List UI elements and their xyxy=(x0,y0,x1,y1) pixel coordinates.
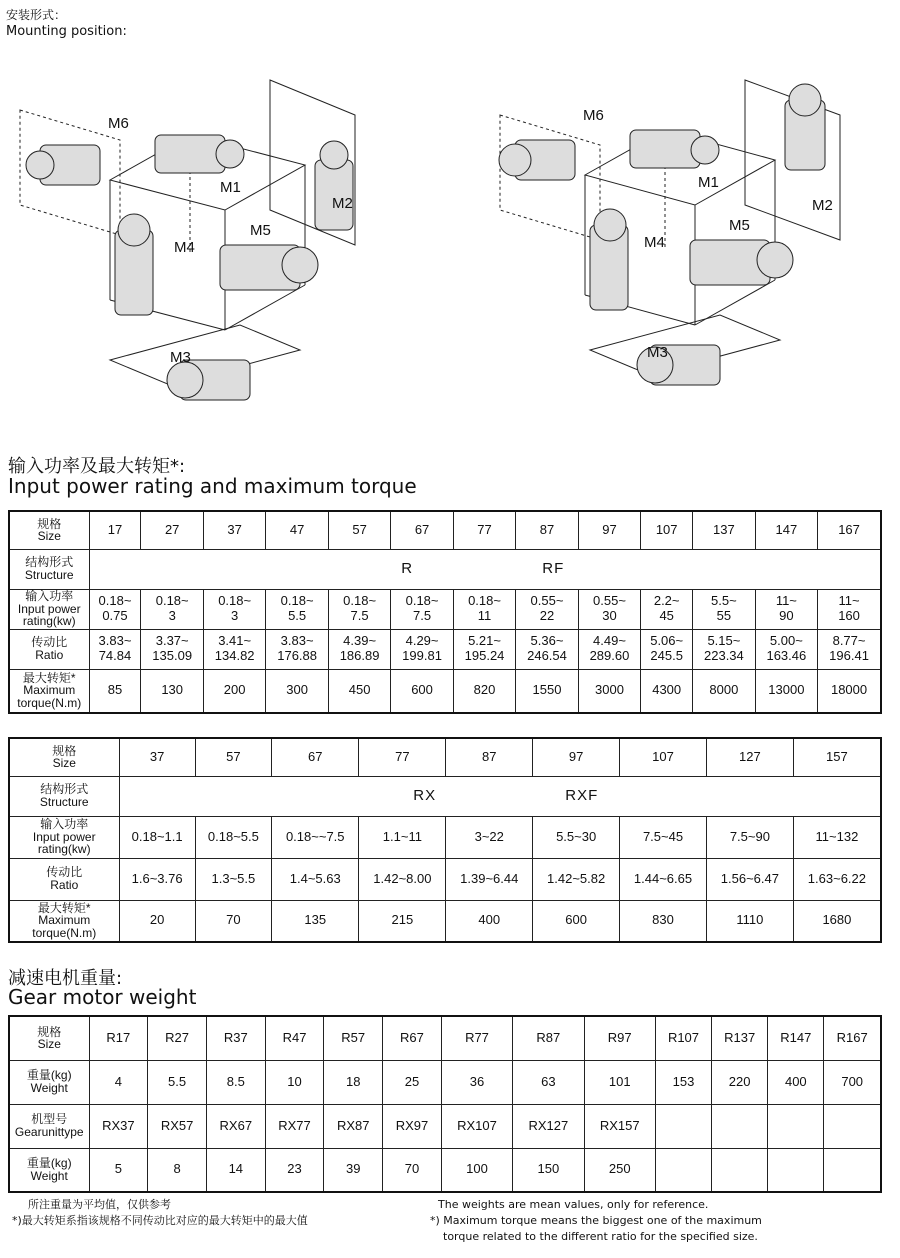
left-label-m1: M1 xyxy=(220,179,241,196)
mounting-title-cn: 安装形式： xyxy=(6,8,67,22)
table-cell: 0.18~ 7.5 xyxy=(391,589,453,629)
note-en-3: torque related to the different ratio for the specified size. xyxy=(443,1230,758,1243)
left-label-m5: M5 xyxy=(250,222,271,239)
table-cell: 25 xyxy=(383,1060,442,1104)
table-cell: R87 xyxy=(513,1016,584,1060)
table-cell: RX97 xyxy=(383,1104,442,1148)
table-row xyxy=(9,816,881,858)
table-cell: RX157 xyxy=(584,1104,655,1148)
row-label-torque: 最大转矩* Maximum torque(N.m) xyxy=(9,669,89,713)
table-cell xyxy=(712,1104,768,1148)
table-cell: 0.18~5.5 xyxy=(195,816,271,858)
table-cell: 130 xyxy=(141,669,203,713)
table-cell: 63 xyxy=(513,1060,584,1104)
table-cell: 97 xyxy=(578,511,640,549)
table-cell: 1.6~3.76 xyxy=(119,858,195,900)
mounting-position-diagram xyxy=(0,60,900,420)
table-cell: 600 xyxy=(533,900,620,942)
table-cell: 20 xyxy=(119,900,195,942)
table-cell: 215 xyxy=(359,900,446,942)
table-cell: 11~ 90 xyxy=(755,589,817,629)
left-cube xyxy=(20,80,355,385)
table-cell: 47 xyxy=(266,511,328,549)
table-cell xyxy=(824,1104,881,1148)
table-cell: RX77 xyxy=(265,1104,324,1148)
table-cell: R167 xyxy=(824,1016,881,1060)
table-cell xyxy=(768,1148,824,1192)
table-cell: 85 xyxy=(89,669,141,713)
table-cell: 3.37~ 135.09 xyxy=(141,629,203,669)
note-cn-1: 所注重量为平均值，仅供参考 xyxy=(28,1198,171,1211)
table-cell: 137 xyxy=(693,511,755,549)
table-cell: 5.5 xyxy=(148,1060,207,1104)
table-row xyxy=(9,1104,881,1148)
table-cell: 2.2~ 45 xyxy=(641,589,693,629)
right-label-m1: M1 xyxy=(698,174,719,191)
table-cell: 7.5~45 xyxy=(620,816,707,858)
note-en-1: The weights are mean values, only for reference. xyxy=(438,1198,709,1211)
table-cell: 67 xyxy=(391,511,453,549)
table-cell: 300 xyxy=(266,669,328,713)
table-cell: 101 xyxy=(584,1060,655,1104)
table-cell: R37 xyxy=(206,1016,265,1060)
table-cell: 3.41~ 134.82 xyxy=(203,629,265,669)
table-cell: 0.18~ 3 xyxy=(141,589,203,629)
table-row xyxy=(9,1016,881,1060)
note-cn-2: *)最大转矩系指该规格不同传动比对应的最大转矩中的最大值 xyxy=(12,1214,308,1227)
table-row xyxy=(9,669,881,713)
table-cell: 3.83~ 74.84 xyxy=(89,629,141,669)
table-cell: 1.63~6.22 xyxy=(793,858,881,900)
table-cell: 11~ 160 xyxy=(818,589,881,629)
row-label-power: 输入功率 Input power rating(kw) xyxy=(9,816,119,858)
table-cell: 1680 xyxy=(793,900,881,942)
row-label-ratio: 传动比 Ratio xyxy=(9,629,89,669)
row-label-size: 规格 Size xyxy=(9,511,89,549)
table-cell: 5.21~ 195.24 xyxy=(453,629,515,669)
left-label-m3: M3 xyxy=(170,349,191,366)
table-cell: 5 xyxy=(89,1148,148,1192)
table-row xyxy=(9,511,881,549)
table-cell: 5.06~ 245.5 xyxy=(641,629,693,669)
table-cell: 600 xyxy=(391,669,453,713)
torque-table-rx xyxy=(8,737,882,943)
table-cell: 36 xyxy=(441,1060,512,1104)
torque-table-r xyxy=(8,510,882,714)
table-cell: R147 xyxy=(768,1016,824,1060)
table-cell: 27 xyxy=(141,511,203,549)
table-cell: 400 xyxy=(768,1060,824,1104)
table-row xyxy=(9,1148,881,1192)
table-cell: 0.18~ 0.75 xyxy=(89,589,141,629)
table-cell: 135 xyxy=(272,900,359,942)
table-cell: 77 xyxy=(359,738,446,776)
table-cell: 1.42~8.00 xyxy=(359,858,446,900)
table-cell: 157 xyxy=(793,738,881,776)
table-cell: 4.29~ 199.81 xyxy=(391,629,453,669)
table-cell: 147 xyxy=(755,511,817,549)
structure-cell: R RF xyxy=(89,549,881,589)
row-label-structure: 结构形式 Structure xyxy=(9,776,119,816)
table-cell: 18000 xyxy=(818,669,881,713)
table-cell: 0.55~ 22 xyxy=(516,589,578,629)
table-cell: 1.39~6.44 xyxy=(446,858,533,900)
section-weight-title-cn: 减速电机重量: xyxy=(8,968,123,989)
table-cell: 107 xyxy=(641,511,693,549)
table-cell: 1550 xyxy=(516,669,578,713)
table-cell: 13000 xyxy=(755,669,817,713)
table-cell: 11~132 xyxy=(793,816,881,858)
table-cell: 200 xyxy=(203,669,265,713)
table-cell: 5.00~ 163.46 xyxy=(755,629,817,669)
table-cell: 23 xyxy=(265,1148,324,1192)
table-cell: 5.15~ 223.34 xyxy=(693,629,755,669)
table-cell: 39 xyxy=(324,1148,383,1192)
section-weight-title-en: Gear motor weight xyxy=(8,985,197,1009)
note-en-2: *) Maximum torque means the biggest one of the maximum xyxy=(430,1214,762,1227)
table-row xyxy=(9,900,881,942)
table-cell: 0.18~ 11 xyxy=(453,589,515,629)
table-cell: 220 xyxy=(712,1060,768,1104)
table-cell: 57 xyxy=(195,738,271,776)
table-cell: 1.4~5.63 xyxy=(272,858,359,900)
table-cell: 5.36~ 246.54 xyxy=(516,629,578,669)
table-cell xyxy=(712,1148,768,1192)
table-row xyxy=(9,549,881,589)
table-cell: 167 xyxy=(818,511,881,549)
table-row xyxy=(9,776,881,816)
table-cell: 1.56~6.47 xyxy=(706,858,793,900)
table-cell: R97 xyxy=(584,1016,655,1060)
structure-cell: RX RXF xyxy=(119,776,881,816)
left-label-m4: M4 xyxy=(174,239,195,256)
table-cell: 5.5~ 55 xyxy=(693,589,755,629)
row-label-gearunittype: 机型号 Gearunittype xyxy=(9,1104,89,1148)
table-cell: R47 xyxy=(265,1016,324,1060)
table-cell: 4300 xyxy=(641,669,693,713)
table-cell: R57 xyxy=(324,1016,383,1060)
table-cell xyxy=(824,1148,881,1192)
table-row xyxy=(9,589,881,629)
table-cell: 107 xyxy=(620,738,707,776)
table-cell: 1.1~11 xyxy=(359,816,446,858)
table-cell: RX57 xyxy=(148,1104,207,1148)
table-cell: 0.18~ 3 xyxy=(203,589,265,629)
table-cell: 8.5 xyxy=(206,1060,265,1104)
table-cell: 0.18~1.1 xyxy=(119,816,195,858)
table-cell: 14 xyxy=(206,1148,265,1192)
table-cell: 127 xyxy=(706,738,793,776)
right-label-m5: M5 xyxy=(729,217,750,234)
table-cell: 87 xyxy=(446,738,533,776)
table-cell: 1.44~6.65 xyxy=(620,858,707,900)
table-cell: 0.18~~7.5 xyxy=(272,816,359,858)
row-label-ratio: 传动比 Ratio xyxy=(9,858,119,900)
table-cell: 4.39~ 186.89 xyxy=(328,629,390,669)
table-cell: 1.3~5.5 xyxy=(195,858,271,900)
table-row xyxy=(9,1060,881,1104)
table-cell: 37 xyxy=(203,511,265,549)
table-cell: RX37 xyxy=(89,1104,148,1148)
table-cell: 250 xyxy=(584,1148,655,1192)
table-cell: 150 xyxy=(513,1148,584,1192)
row-label-weight: 重量(kg) Weight xyxy=(9,1060,89,1104)
table-cell: R67 xyxy=(383,1016,442,1060)
table-cell: 3~22 xyxy=(446,816,533,858)
table-cell: R137 xyxy=(712,1016,768,1060)
table-row xyxy=(9,629,881,669)
row-label-size: 规格 Size xyxy=(9,1016,89,1060)
left-label-m2: M2 xyxy=(332,195,353,212)
table-cell: 5.5~30 xyxy=(533,816,620,858)
table-cell: 830 xyxy=(620,900,707,942)
table-cell: R77 xyxy=(441,1016,512,1060)
section-torque-title-en: Input power rating and maximum torque xyxy=(8,474,417,498)
table-cell: 700 xyxy=(824,1060,881,1104)
row-label-structure: 结构形式 Structure xyxy=(9,549,89,589)
table-cell: 0.18~ 5.5 xyxy=(266,589,328,629)
table-cell: 70 xyxy=(195,900,271,942)
table-cell: 7.5~90 xyxy=(706,816,793,858)
table-cell: 8.77~ 196.41 xyxy=(818,629,881,669)
table-cell: 4 xyxy=(89,1060,148,1104)
table-cell: R107 xyxy=(655,1016,711,1060)
table-cell: 77 xyxy=(453,511,515,549)
table-cell: 17 xyxy=(89,511,141,549)
table-cell: 37 xyxy=(119,738,195,776)
table-cell: 87 xyxy=(516,511,578,549)
table-cell: 18 xyxy=(324,1060,383,1104)
table-cell: RX107 xyxy=(441,1104,512,1148)
table-cell: 0.55~ 30 xyxy=(578,589,640,629)
table-cell: 3000 xyxy=(578,669,640,713)
table-cell: 820 xyxy=(453,669,515,713)
table-row xyxy=(9,738,881,776)
table-cell: 10 xyxy=(265,1060,324,1104)
row-label-torque: 最大转矩* Maximum torque(N.m) xyxy=(9,900,119,942)
table-cell: R27 xyxy=(148,1016,207,1060)
table-cell xyxy=(655,1148,711,1192)
table-cell: 1.42~5.82 xyxy=(533,858,620,900)
table-cell: RX127 xyxy=(513,1104,584,1148)
table-cell: R17 xyxy=(89,1016,148,1060)
table-cell: 450 xyxy=(328,669,390,713)
table-cell: 100 xyxy=(441,1148,512,1192)
right-label-m6: M6 xyxy=(583,107,604,124)
table-cell xyxy=(768,1104,824,1148)
left-label-m6: M6 xyxy=(108,115,129,132)
table-cell: 1110 xyxy=(706,900,793,942)
mounting-title-en: Mounting position: xyxy=(6,24,127,39)
row-label-power: 输入功率 Input power rating(kw) xyxy=(9,589,89,629)
table-cell: RX87 xyxy=(324,1104,383,1148)
table-cell: 4.49~ 289.60 xyxy=(578,629,640,669)
table-row xyxy=(9,858,881,900)
right-label-m4: M4 xyxy=(644,234,665,251)
table-cell: 400 xyxy=(446,900,533,942)
right-label-m2: M2 xyxy=(812,197,833,214)
table-cell: 153 xyxy=(655,1060,711,1104)
section-torque-title-cn: 输入功率及最大转矩*: xyxy=(8,456,186,477)
table-cell xyxy=(655,1104,711,1148)
table-cell: 0.18~ 7.5 xyxy=(328,589,390,629)
table-cell: 8000 xyxy=(693,669,755,713)
table-cell: 57 xyxy=(328,511,390,549)
table-cell: 97 xyxy=(533,738,620,776)
table-cell: 70 xyxy=(383,1148,442,1192)
table-cell: RX67 xyxy=(206,1104,265,1148)
row-label-weight-rx: 重量(kg) Weight xyxy=(9,1148,89,1192)
right-label-m3: M3 xyxy=(647,344,668,361)
row-label-size: 规格 Size xyxy=(9,738,119,776)
weight-table xyxy=(8,1015,882,1193)
table-cell: 8 xyxy=(148,1148,207,1192)
table-cell: 3.83~ 176.88 xyxy=(266,629,328,669)
table-cell: 67 xyxy=(272,738,359,776)
